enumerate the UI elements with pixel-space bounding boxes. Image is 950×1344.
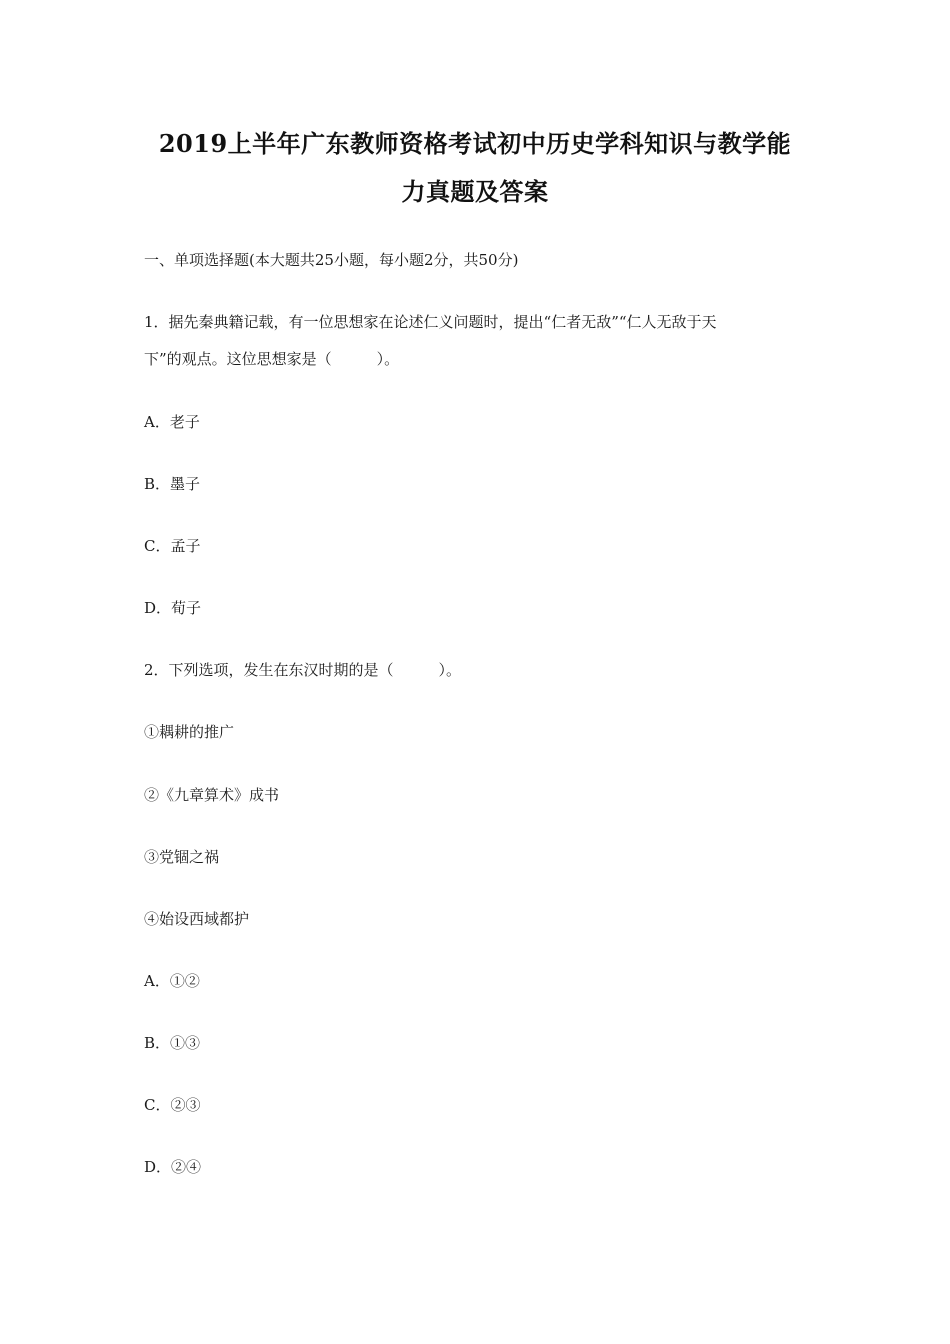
question-2-option-b: B．①③	[144, 1034, 201, 1052]
question-2-item-3: ③党锢之祸	[144, 848, 220, 866]
document-title-line-2: 力真题及答案	[401, 177, 549, 206]
question-2-option-c: C．②③	[144, 1096, 201, 1114]
question-1-option-a: A．老子	[144, 413, 200, 431]
document-title-line-1: 2019上半年广东教师资格考试初中历史学科知识与教学能	[158, 129, 792, 158]
question-2-item-2: ②《九章算术》成书	[144, 786, 280, 804]
question-1-option-b: B．墨子	[144, 475, 201, 493]
section-heading: 一、单项选择题(本大题共25小题，每小题2分，共50分)	[144, 251, 519, 269]
question-1-stem-line-2: 下”的观点。这位思想家是（ ）。	[144, 350, 400, 368]
question-2-stem: 2．下列选项，发生在东汉时期的是（ ）。	[144, 661, 462, 679]
question-1-option-c: C．孟子	[144, 537, 201, 555]
question-2-item-1: ①耦耕的推广	[144, 723, 235, 741]
question-1-option-d: D．荀子	[144, 599, 202, 617]
question-2-option-a: A．①②	[144, 972, 200, 990]
question-1-stem-line-1: 1．据先秦典籍记载，有一位思想家在论述仁义问题时，提出“仁者无敌”“仁人无敌于天	[144, 313, 717, 331]
question-2-option-d: D．②④	[144, 1158, 202, 1176]
question-2-item-4: ④始设西域都护	[144, 910, 250, 928]
